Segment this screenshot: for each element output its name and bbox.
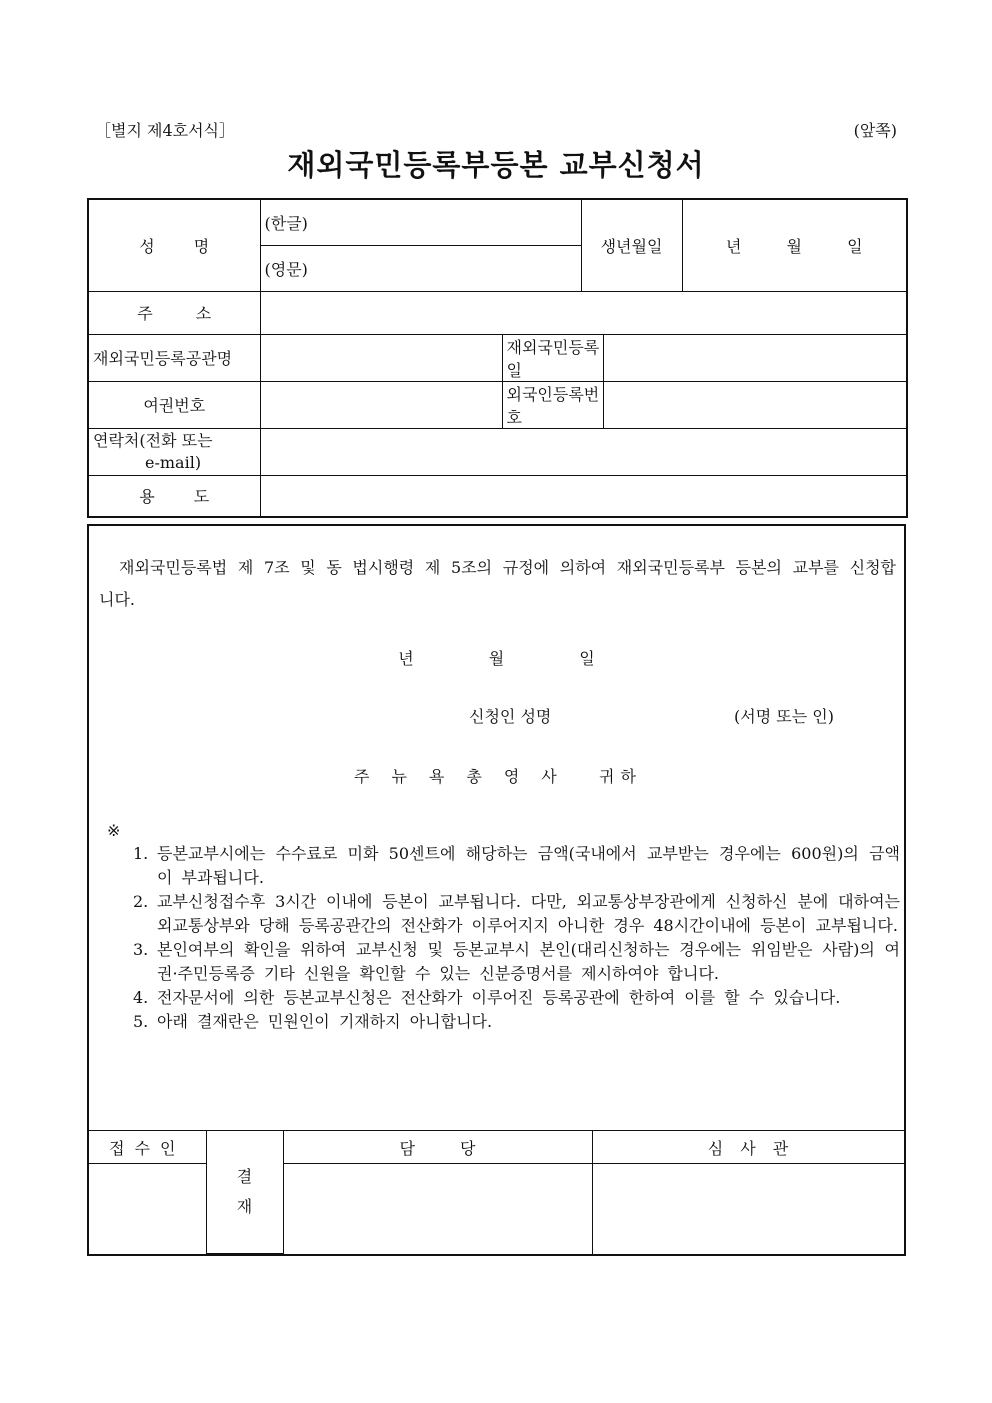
passport-number-label: 여권번호 bbox=[88, 381, 260, 428]
birth-date-label: 생년월일 bbox=[581, 199, 682, 291]
purpose-label: 용 도 bbox=[88, 475, 260, 517]
registration-office-field[interactable] bbox=[260, 334, 502, 381]
name-korean-field[interactable] bbox=[260, 199, 581, 245]
birth-date-field[interactable]: 년 월 일 bbox=[682, 199, 907, 291]
examiner-signature-field[interactable] bbox=[592, 1164, 904, 1254]
note-item: 4. 전자문서에 의한 등본교부신청은 전산화가 이루어진 등록공관에 한하여 이를 할 수 있습니다. bbox=[133, 988, 841, 1007]
note-item: 1. 등본교부시에는 수수료로 미화 50센트에 해당하는 금액(국내에서 교부받는 경우에는 600원)의 금액이 부과됩니다. bbox=[133, 844, 900, 887]
approval-table bbox=[89, 1130, 905, 1254]
note-item: 5. 아래 결재란은 민원인이 기재하지 아니합니다. bbox=[133, 1012, 493, 1031]
examiner-label: 심 사 관 bbox=[592, 1131, 904, 1164]
page-title: 재외국민등록부등본 교부신청서 bbox=[287, 148, 705, 182]
form-number-label: ［별지 제4호서식］ bbox=[95, 121, 236, 140]
note-mark: ※ bbox=[107, 821, 121, 840]
signature-note: (서명 또는 인) bbox=[734, 707, 834, 726]
note-item: 2. 교부신청접수후 3시간 이내에 등본이 교부됩니다. 다만, 외교통상부장관에게 신청하신 분에 대하여는 외교통상부와 당해 등록공관간의 전산화가 이루어지지 아니한 경우 48시간이내에 등본이 교부됩니다. bbox=[133, 892, 900, 935]
applicant-info-table bbox=[87, 198, 908, 518]
registration-office-label: 재외국민등록공관명 bbox=[88, 334, 260, 381]
foreign-registration-field[interactable] bbox=[603, 381, 907, 428]
approval-label: 결 재 bbox=[206, 1131, 283, 1254]
application-date[interactable]: 년 월 일 bbox=[398, 649, 595, 668]
receiver-stamp-field[interactable] bbox=[89, 1164, 206, 1254]
staff-label: 담 당 bbox=[283, 1131, 592, 1164]
honorific: 귀하 bbox=[599, 767, 642, 786]
application-statement-box bbox=[87, 524, 906, 1256]
contact-label: 연락처(전화 또는 e-mail) bbox=[88, 428, 260, 475]
address-field[interactable] bbox=[260, 291, 907, 334]
foreign-registration-label: 외국인등록번호 bbox=[502, 381, 603, 428]
name-label: 성 명 bbox=[88, 199, 260, 291]
declaration-paragraph: 재외국민등록법 제 7조 및 동 법시행령 제 5조의 규정에 의하여 재외국민등록부 등본의 교부를 신청합니다. bbox=[99, 558, 896, 609]
note-item: 3. 본인여부의 확인을 위하여 교부신청 및 등본교부시 본인(대리신청하는 경우에는 위임받은 사람)의 여권·주민등록증 기타 신원을 확인할 수 있는 신분증명서를 제시하여야 합니다. bbox=[133, 940, 900, 983]
name-english-field[interactable] bbox=[260, 245, 581, 291]
purpose-field[interactable] bbox=[260, 475, 907, 517]
notes-list bbox=[127, 842, 900, 1034]
registration-date-label: 재외국민등록일 bbox=[502, 334, 603, 381]
page-side-label: (앞쪽) bbox=[853, 121, 897, 140]
registration-date-field[interactable] bbox=[603, 334, 907, 381]
name-english-label: (영문) bbox=[264, 259, 308, 279]
receiver-label: 접수인 bbox=[89, 1131, 206, 1164]
name-korean-label: (한글) bbox=[264, 213, 308, 233]
addressee: 주뉴욕총영사 bbox=[354, 767, 579, 786]
address-label: 주 소 bbox=[88, 291, 260, 334]
applicant-name-label: 신청인 성명 bbox=[469, 707, 552, 726]
passport-number-field[interactable] bbox=[260, 381, 502, 428]
staff-signature-field[interactable] bbox=[283, 1164, 592, 1254]
contact-field[interactable] bbox=[260, 428, 907, 475]
